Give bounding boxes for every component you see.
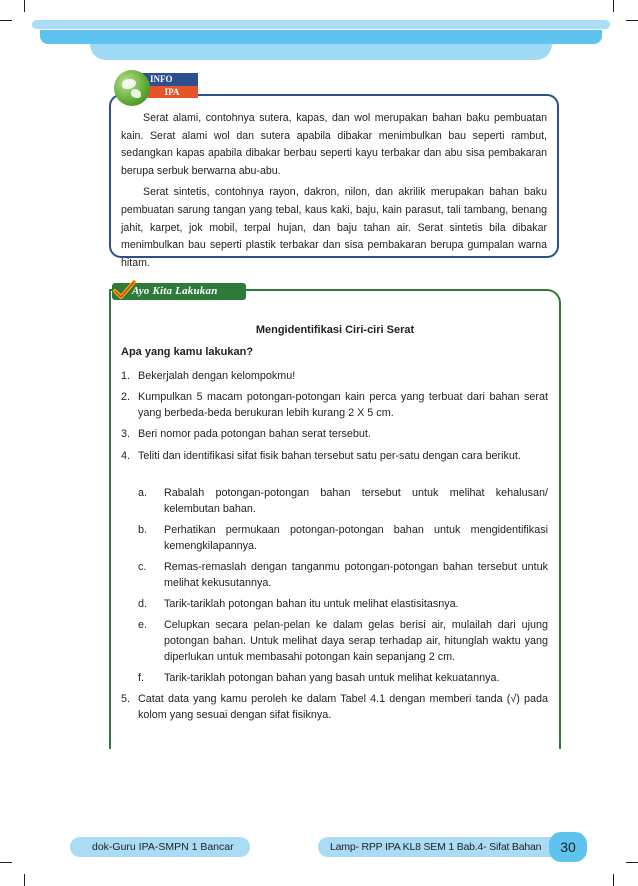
substep-letter: c. bbox=[138, 561, 147, 573]
substep-letter: e. bbox=[138, 619, 148, 631]
step-number: 2. bbox=[121, 391, 131, 403]
step-number: 5. bbox=[121, 693, 131, 705]
substep-letter: a. bbox=[138, 487, 148, 499]
ipa-label: IPA bbox=[146, 86, 198, 98]
step-number: 3. bbox=[121, 428, 131, 440]
header-band bbox=[90, 44, 552, 60]
footer-document-label: Lamp- RPP IPA KL8 SEM 1 Bab.4- Sifat Bahan bbox=[330, 841, 542, 853]
info-ipa-badge bbox=[114, 68, 214, 108]
header-band bbox=[32, 20, 610, 29]
step-text: Catat data yang kamu peroleh ke dalam Tabel 4.1 dengan memberi tanda (√) pada kolom yang sesuai dengan sifat fisiknya. bbox=[138, 693, 548, 721]
crop-mark bbox=[626, 862, 638, 863]
activity-question: Apa yang kamu lakukan? bbox=[121, 346, 254, 358]
page-number: 30 bbox=[549, 832, 587, 862]
substep-letter: d. bbox=[138, 598, 148, 610]
info-paragraph: Serat sintetis, contohnya rayon, dakron, nilon, dan akrilik merupakan bahan baku pembuatan sarung tangan yang tebal, kaus kaki, baju, kain parasut, tali tambang, benang jahit, karpet, jok mobil, terpal hujan, dan baju tahan air. Serat sintetis bila dibakar menimbulkan bau seperti plastik terbakar dan sisa pembakaran berupa gumpalan warna hitam. bbox=[121, 186, 547, 269]
crop-mark bbox=[626, 20, 638, 21]
substep-text: Tarik-tariklah potongan bahan yang basah untuk melihat kekuatannya. bbox=[164, 672, 500, 684]
footer-author: dok-Guru IPA-SMPN 1 Bancar bbox=[70, 837, 250, 857]
substep-letter: f. bbox=[138, 672, 144, 684]
step-number: 1. bbox=[121, 370, 131, 382]
substep-text: Perhatikan permukaan potongan-potongan bahan untuk mengidentifikasi kemengkilapannya. bbox=[164, 524, 548, 552]
crop-mark bbox=[613, 0, 614, 12]
crop-mark bbox=[0, 20, 12, 21]
globe-icon bbox=[114, 70, 150, 106]
substep-text: Celupkan secara pelan-pelan ke dalam gelas berisi air, mulailah dari ujung potongan bahan. Untuk melihat daya serap terhadap air, hitunglah waktu yang diperlukan untuk membasahi potongan kain sepanjang 2 cm. bbox=[164, 619, 548, 663]
crop-mark bbox=[24, 0, 25, 12]
footer-document bbox=[318, 837, 580, 857]
checkmark-icon bbox=[112, 278, 136, 302]
crop-mark bbox=[613, 874, 614, 886]
activity-badge-label: Ayo Kita Lakukan bbox=[132, 285, 218, 297]
substep-text: Rabalah potongan-potongan bahan tersebut untuk melihat kehalusan/ kelembutan bahan. bbox=[164, 487, 548, 515]
info-box bbox=[109, 94, 559, 269]
substep-letter: b. bbox=[138, 524, 148, 536]
crop-mark bbox=[0, 862, 12, 863]
substep-text: Tarik-tariklah potongan bahan itu untuk melihat elastisitasnya. bbox=[164, 598, 459, 610]
step-text: Beri nomor pada potongan bahan serat tersebut. bbox=[138, 428, 371, 440]
substep-text: Remas-remaslah dengan tanganmu potongan-potongan bahan tersebut untuk melihat kekusutannya. bbox=[164, 561, 548, 589]
step-number: 4. bbox=[121, 450, 131, 462]
step-text: Bekerjalah dengan kelompokmu! bbox=[138, 370, 296, 382]
step-text: Teliti dan identifikasi sifat fisik bahan tersebut satu per-satu dengan cara berikut. bbox=[138, 450, 521, 462]
info-paragraph: Serat alami, contohnya sutera, kapas, dan wol merupakan bahan baku pembuatan kain. Serat alami wol dan sutera apabila dibakar menimbulkan bau seperti rambut, sedangkan kapas apabila dibakar berbau seperti kayu terbakar dan abu sisa pembakaran berupa serbuk berwarna abu-abu. bbox=[121, 112, 547, 177]
crop-mark bbox=[24, 874, 25, 886]
header-band bbox=[40, 30, 602, 44]
info-label: INFO bbox=[140, 73, 198, 86]
activity-title: Mengidentifikasi Ciri-ciri Serat bbox=[255, 324, 415, 336]
step-text: Kumpulkan 5 macam potongan-potongan kain perca yang terbuat dari bahan serat yang berbeda-beda berukuran lebih kurang 2 X 5 cm. bbox=[138, 391, 548, 419]
